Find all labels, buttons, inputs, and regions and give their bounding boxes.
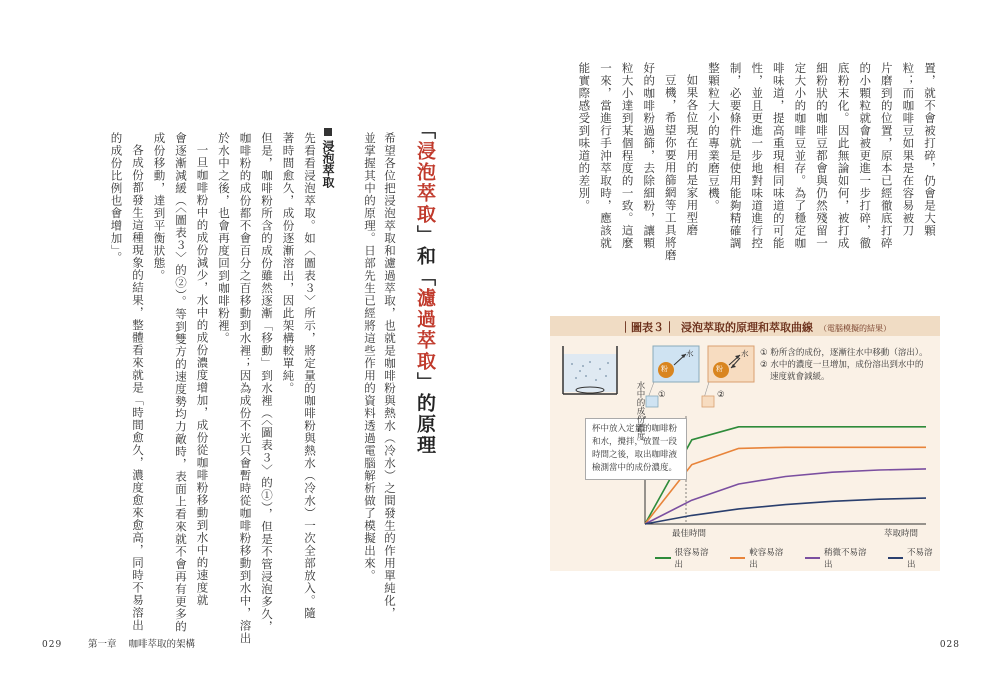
page-number-left: 029 xyxy=(42,640,63,650)
heading-bracket-open: 「 xyxy=(414,120,436,141)
legend-item xyxy=(805,546,874,570)
series-line-1 xyxy=(645,447,926,524)
running-head xyxy=(88,636,207,650)
water-label-2: 水 xyxy=(741,349,749,358)
subheading-marker-icon xyxy=(324,128,332,136)
legend-swatch-green xyxy=(655,557,671,559)
chart-lines xyxy=(645,427,926,524)
subheading xyxy=(320,128,337,188)
figure-note: （電腦模擬的結果） xyxy=(819,324,891,333)
explanation-2: ② 水中的濃度一旦增加，成份溶出到水中的 xyxy=(760,360,924,370)
text-column: 整顆粒大小的專業磨豆機。 xyxy=(707,62,721,212)
heading-connector: 」和「 xyxy=(414,225,436,288)
text-column: 但是，咖啡粉所含的成份雖然逐漸「移動」到水裡（〈圖表３〉的①），但是不管浸泡多久， xyxy=(260,132,274,633)
heading-term-immersion: 浸泡萃取 xyxy=(414,141,436,225)
y-axis-label: 水中的成份濃度 xyxy=(635,381,645,441)
text-column: 於水中之後，也會再度回到咖啡粉裡。 xyxy=(217,132,231,345)
legend-swatch-navy xyxy=(888,557,904,559)
text-column: 會逐漸減緩（〈圖表３〉的②）。等到雙方的速度勢均力敵時，表面上看來就不會再有更多的 xyxy=(174,132,188,633)
text-column: 的成份比例也會增加」。 xyxy=(109,132,124,264)
legend-label: 較容易溶出 xyxy=(749,548,784,570)
text-column: 的小顆粒就會被更進一步打碎，徹 xyxy=(858,62,873,250)
powder-label-1: 粉 xyxy=(661,365,668,373)
text-column: 豆機，希望你要用篩網等工具將磨 xyxy=(663,74,678,262)
text-column: 制，必要條件就是使用能夠精確調 xyxy=(728,62,743,250)
running-head-chapter: 第一章 xyxy=(88,639,117,650)
legend-swatch-purple xyxy=(805,557,821,559)
text-column: 希望各位把浸泡萃取和濾過萃取，也就是咖啡粉與熱水（冷水）之間發生的作用單純化， xyxy=(383,132,397,620)
text-column: 著時間愈久，成份逐漸溶出，因此架構較單純。 xyxy=(281,132,296,395)
text-column: 細粉狀的咖啡豆都會與仍然殘留一 xyxy=(815,62,829,250)
text-column: 定大小的咖啡豆並存。為了穩定咖 xyxy=(793,62,808,250)
legend-item xyxy=(730,546,791,570)
legend-label: 稍微不易溶出 xyxy=(824,548,867,570)
legend-item xyxy=(655,546,716,570)
section-heading xyxy=(412,120,439,456)
text-column: 成份移動，達到平衡狀態。 xyxy=(152,132,167,282)
text-column: 性，並且更進一步地對味道進行控 xyxy=(750,62,765,250)
cup-water xyxy=(563,354,617,392)
series-line-0 xyxy=(645,427,926,524)
text-column: 一來，當進行手沖萃取時，應該就 xyxy=(599,62,613,250)
powder-label-2: 粉 xyxy=(716,365,723,373)
text-column: 底粉末化。因此無論如何，被打成 xyxy=(836,62,851,250)
text-column: 粒；而咖啡豆如果是在容易被刀 xyxy=(901,62,916,237)
water-label-1: 水 xyxy=(686,349,694,358)
legend-label: 很容易溶出 xyxy=(674,548,709,570)
text-column: 咖啡粉的成份都不會百分之百移動到水裡；因為成份不光只會暫時從咖啡粉移動到水中，溶出 xyxy=(238,132,253,645)
marker-1: ① xyxy=(658,390,666,400)
legend-swatch-orange xyxy=(730,557,746,559)
heading-term-percolation: 濾過萃取 xyxy=(414,288,436,372)
figure-tag: ｜圖表３｜ xyxy=(620,321,675,334)
figure-title-text: 浸泡萃取的原理和萃取曲線 xyxy=(681,321,813,334)
text-column: 好的咖啡粉過篩，去除細粉，讓顆 xyxy=(642,62,657,250)
mini-cup-2 xyxy=(702,396,714,407)
text-column: 先看看浸泡萃取。如〈圖表３〉所示，將定量的咖啡粉與熱水（冷水）一次全部放入。隨 xyxy=(303,132,317,620)
subheading-text: 浸泡萃取 xyxy=(321,140,335,188)
figure-explanations xyxy=(760,347,928,383)
text-column: 並掌握其中的原理。日部先生已經將這些作用的資料透過電腦解析做了模擬出來。 xyxy=(363,132,377,582)
cup-illustration xyxy=(563,346,617,394)
mini-cup-1 xyxy=(646,396,658,407)
running-head-title: 咖啡萃取的架構 xyxy=(128,639,196,650)
text-column: 如果各位現在用的是家用型磨 xyxy=(685,74,700,237)
description-box: 杯中放入定量的咖啡粉和水，攪拌，放置一段時間之後，取出咖啡液檢測當中的成份濃度。 xyxy=(585,418,687,480)
text-column: 一旦咖啡粉中的成份減少，水中的成份濃度增加，成份從咖啡粉移動到水中的速度就 xyxy=(195,144,210,607)
page-number-right: 028 xyxy=(939,640,960,650)
heading-suffix: 」的原理 xyxy=(414,372,436,456)
marker-2: ② xyxy=(717,390,725,400)
text-column: 啡味道，提高重現相同味道的可能 xyxy=(771,62,786,250)
legend-item xyxy=(888,546,940,570)
text-column: 粒大小達到某個程度的一致。這麼 xyxy=(620,62,635,250)
text-column: 置，就不會被打碎，仍會是大顆 xyxy=(923,62,937,237)
figure-3 xyxy=(550,316,940,571)
legend-label: 不易溶出 xyxy=(907,548,933,570)
explanation-2-cont: 速度就會減緩。 xyxy=(770,372,830,382)
x-axis-label: 萃取時間 xyxy=(884,529,919,539)
explanation-1: ① 粉所含的成份，逐漸往水中移動（溶出）。 xyxy=(760,348,928,358)
chart-legend xyxy=(655,546,940,570)
x-tick-optimal: 最佳時間 xyxy=(672,529,707,539)
text-column: 能實際感受到味道的差別。 xyxy=(577,62,592,212)
text-column: 各成份都發生這種現象的結果，整體看來就是「時間愈久，濃度愈來愈高，同時不易溶出 xyxy=(131,144,145,632)
text-column: 片磨到的位置，原本已經徹底打碎 xyxy=(879,62,894,250)
